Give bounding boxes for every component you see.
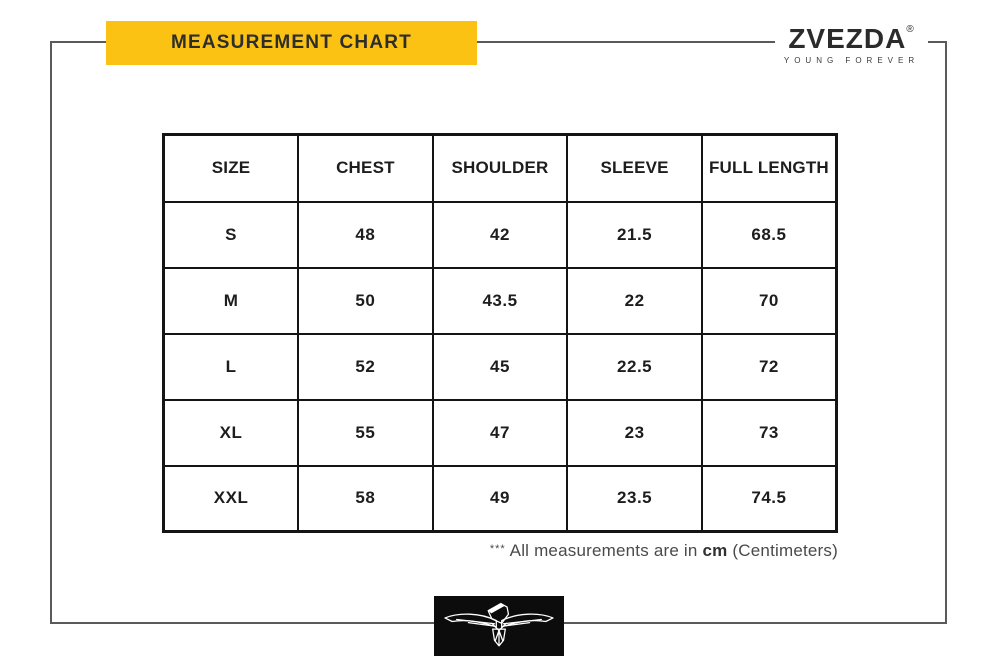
table-row-s [164,202,837,268]
column-header-shoulder: SHOULDER [433,135,568,202]
cell-sleeve: 21.5 [567,202,702,268]
cell-full-length: 68.5 [702,202,837,268]
table-row-xl [164,400,837,466]
brand-wordmark: ZVEZDA [788,23,907,54]
cell-size: L [164,334,299,400]
cell-sleeve: 22.5 [567,334,702,400]
eagle-icon [440,599,558,653]
footnote-unit: cm [702,541,728,560]
cell-sleeve: 23 [567,400,702,466]
cell-shoulder: 45 [433,334,568,400]
cell-chest: 48 [298,202,433,268]
table-row-m [164,268,837,334]
cell-sleeve: 22 [567,268,702,334]
registered-trademark-icon: ® [906,24,915,35]
column-header-sleeve: SLEEVE [567,135,702,202]
table-body [164,202,837,532]
cell-size: S [164,202,299,268]
cell-full-length: 72 [702,334,837,400]
cell-shoulder: 43.5 [433,268,568,334]
column-header-chest: CHEST [298,135,433,202]
cell-chest: 50 [298,268,433,334]
cell-chest: 52 [298,334,433,400]
table-header-row [164,135,837,202]
cell-shoulder: 49 [433,466,568,532]
cell-full-length: 70 [702,268,837,334]
cell-shoulder: 42 [433,202,568,268]
table-row-l [164,334,837,400]
table-row-xxl [164,466,837,532]
cell-sleeve: 23.5 [567,466,702,532]
table-header [164,135,837,202]
brand-name [788,25,914,53]
cell-chest: 58 [298,466,433,532]
footer-logo-box [434,596,564,656]
cell-chest: 55 [298,400,433,466]
title-banner [106,21,477,65]
footnote-suffix: (Centimeters) [732,541,838,560]
cell-full-length: 73 [702,400,837,466]
size-measurement-table [162,133,838,533]
column-header-size: SIZE [164,135,299,202]
cell-size: XXL [164,466,299,532]
column-header-full-length: FULL LENGTH [702,135,837,202]
cell-size: M [164,268,299,334]
page-title: MEASUREMENT CHART [170,32,412,53]
brand-logo [775,22,928,68]
measurement-unit-note [490,541,838,561]
footnote-text: All measurements are in [509,541,698,560]
cell-size: XL [164,400,299,466]
footnote-asterisks: *** [489,543,506,555]
cell-shoulder: 47 [433,400,568,466]
cell-full-length: 74.5 [702,466,837,532]
brand-tagline: YOUNG FOREVER [783,56,920,65]
